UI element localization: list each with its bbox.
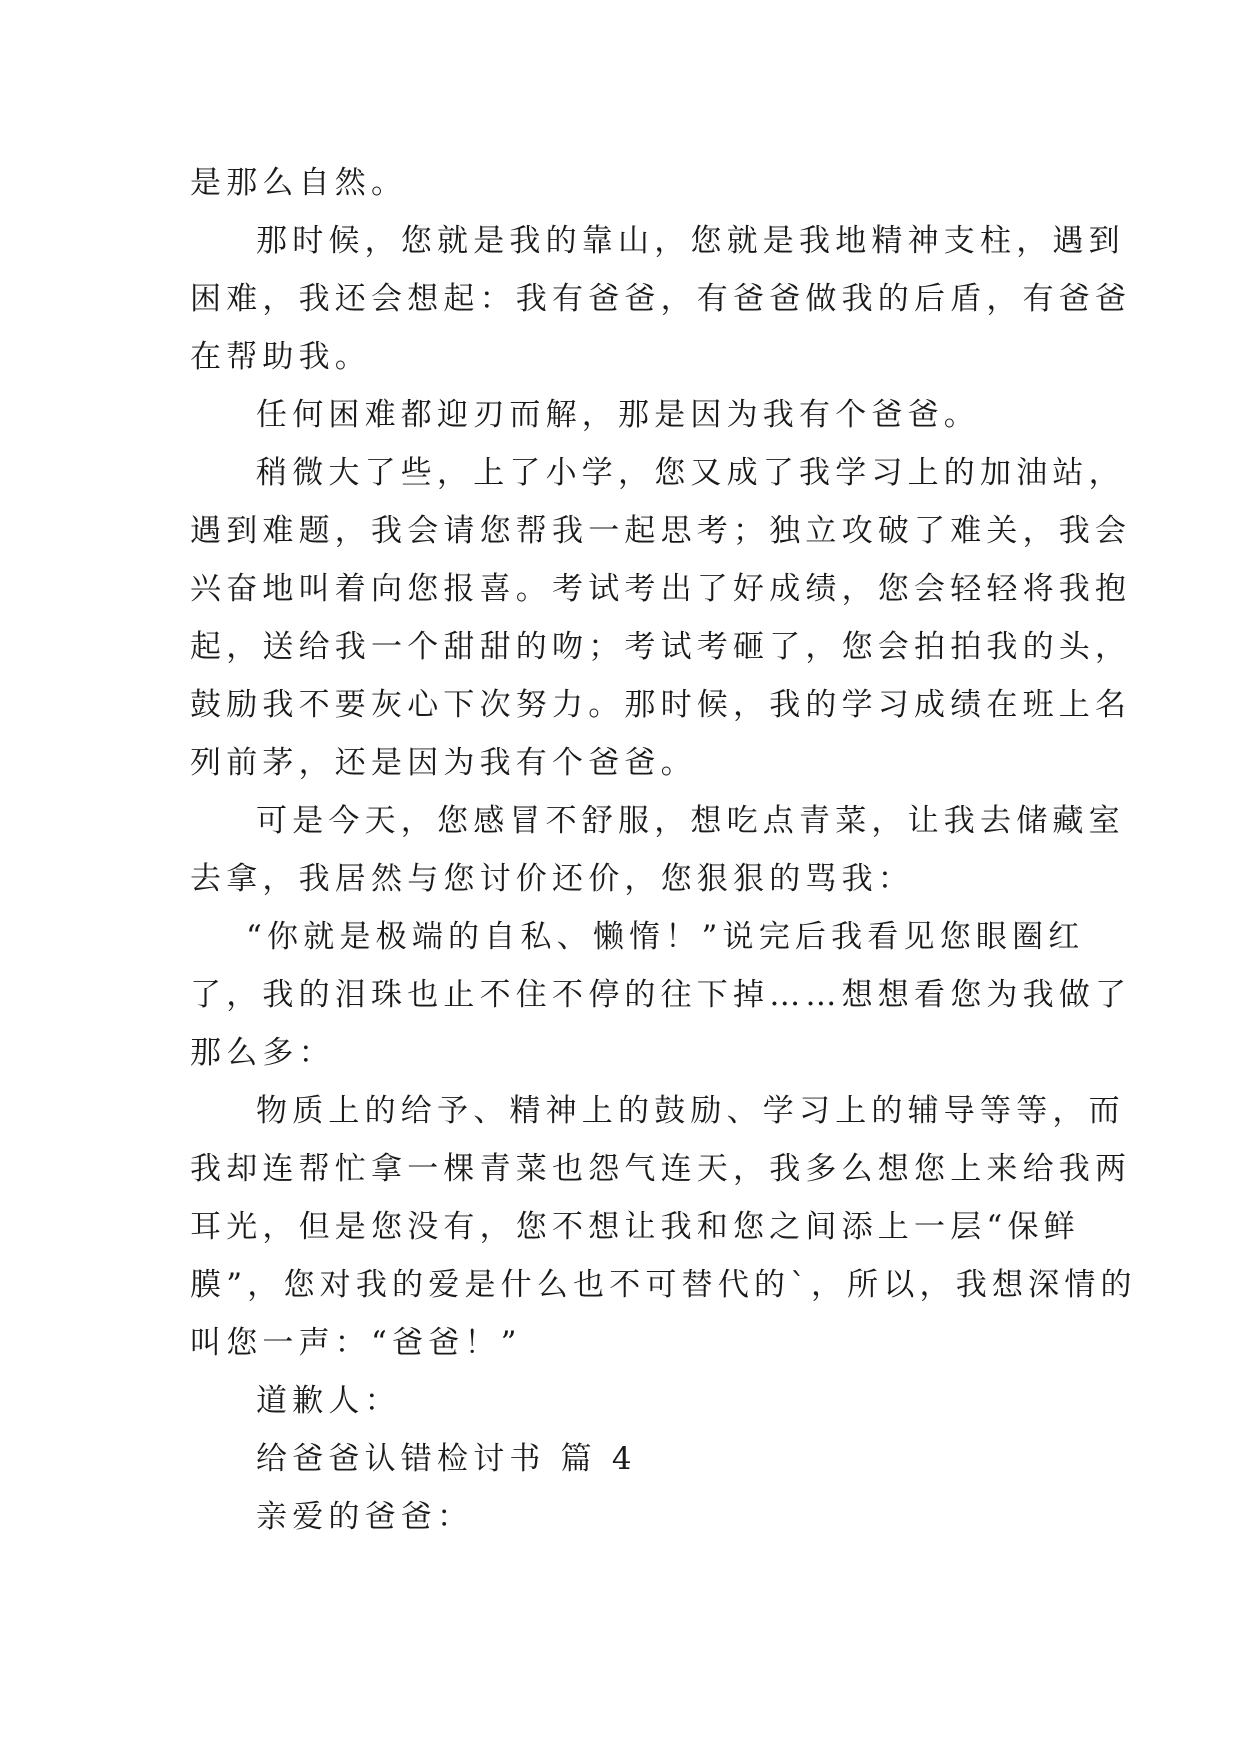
text-line: 列前茅，还是因为我有个爸爸。: [190, 745, 697, 781]
paragraph-first-line: 任何困难都迎刃而解，那是因为我有个爸爸。: [256, 397, 980, 433]
paragraph-first-line: “你就是极端的自私、懒惰！”说完后我看见您眼圈红: [246, 919, 1085, 955]
text-line: 耳光，但是您没有，您不想让我和您之间添上一层“保鲜: [190, 1209, 1080, 1245]
paragraph-first-line: 稍微大了些，上了小学，您又成了我学习上的加油站，: [256, 455, 1125, 491]
text-line: 困难，我还会想起：我有爸爸，有爸爸做我的后盾，有爸爸: [190, 281, 1132, 317]
text-line: 遇到难题，我会请您帮我一起思考；独立攻破了难关，我会: [190, 513, 1132, 549]
paragraph-first-line: 那时候，您就是我的靠山，您就是我地精神支柱，遇到: [256, 223, 1125, 259]
text-line: 了，我的泪珠也止不住不停的往下掉……想想看您为我做了: [190, 977, 1132, 1013]
text-line: 起，送给我一个甜甜的吻；考试考砸了，您会拍拍我的头，: [190, 629, 1132, 665]
text-line: 鼓励我不要灰心下次努力。那时候，我的学习成绩在班上名: [190, 687, 1132, 723]
text-line: 膜”，您对我的爱是什么也不可替代的`，所以，我想深情的: [190, 1267, 1137, 1303]
text-line: 叫您一声：“爸爸！”: [190, 1325, 522, 1361]
text-line: 是那么自然。: [190, 165, 408, 201]
paragraph-first-line: 可是今天，您感冒不舒服，想吃点青菜，让我去储藏室: [256, 803, 1125, 839]
salutation: 亲爱的爸爸：: [256, 1499, 474, 1535]
text-line: 兴奋地叫着向您报喜。考试考出了好成绩，您会轻轻将我抱: [190, 571, 1132, 607]
text-line: 我却连帮忙拿一棵青菜也怨气连天，我多么想您上来给我两: [190, 1151, 1132, 1187]
text-line: 那么多：: [190, 1035, 335, 1071]
text-line: 去拿，我居然与您讨价还价，您狠狠的骂我：: [190, 861, 914, 897]
signature-label: 道歉人：: [256, 1383, 401, 1419]
paragraph-first-line: 物质上的给予、精神上的鼓励、学习上的辅导等等，而: [256, 1093, 1125, 1129]
section-heading: 给爸爸认错检讨书 篇 4: [256, 1441, 637, 1477]
text-line: 在帮助我。: [190, 339, 371, 375]
document-body: [190, 154, 1137, 1546]
